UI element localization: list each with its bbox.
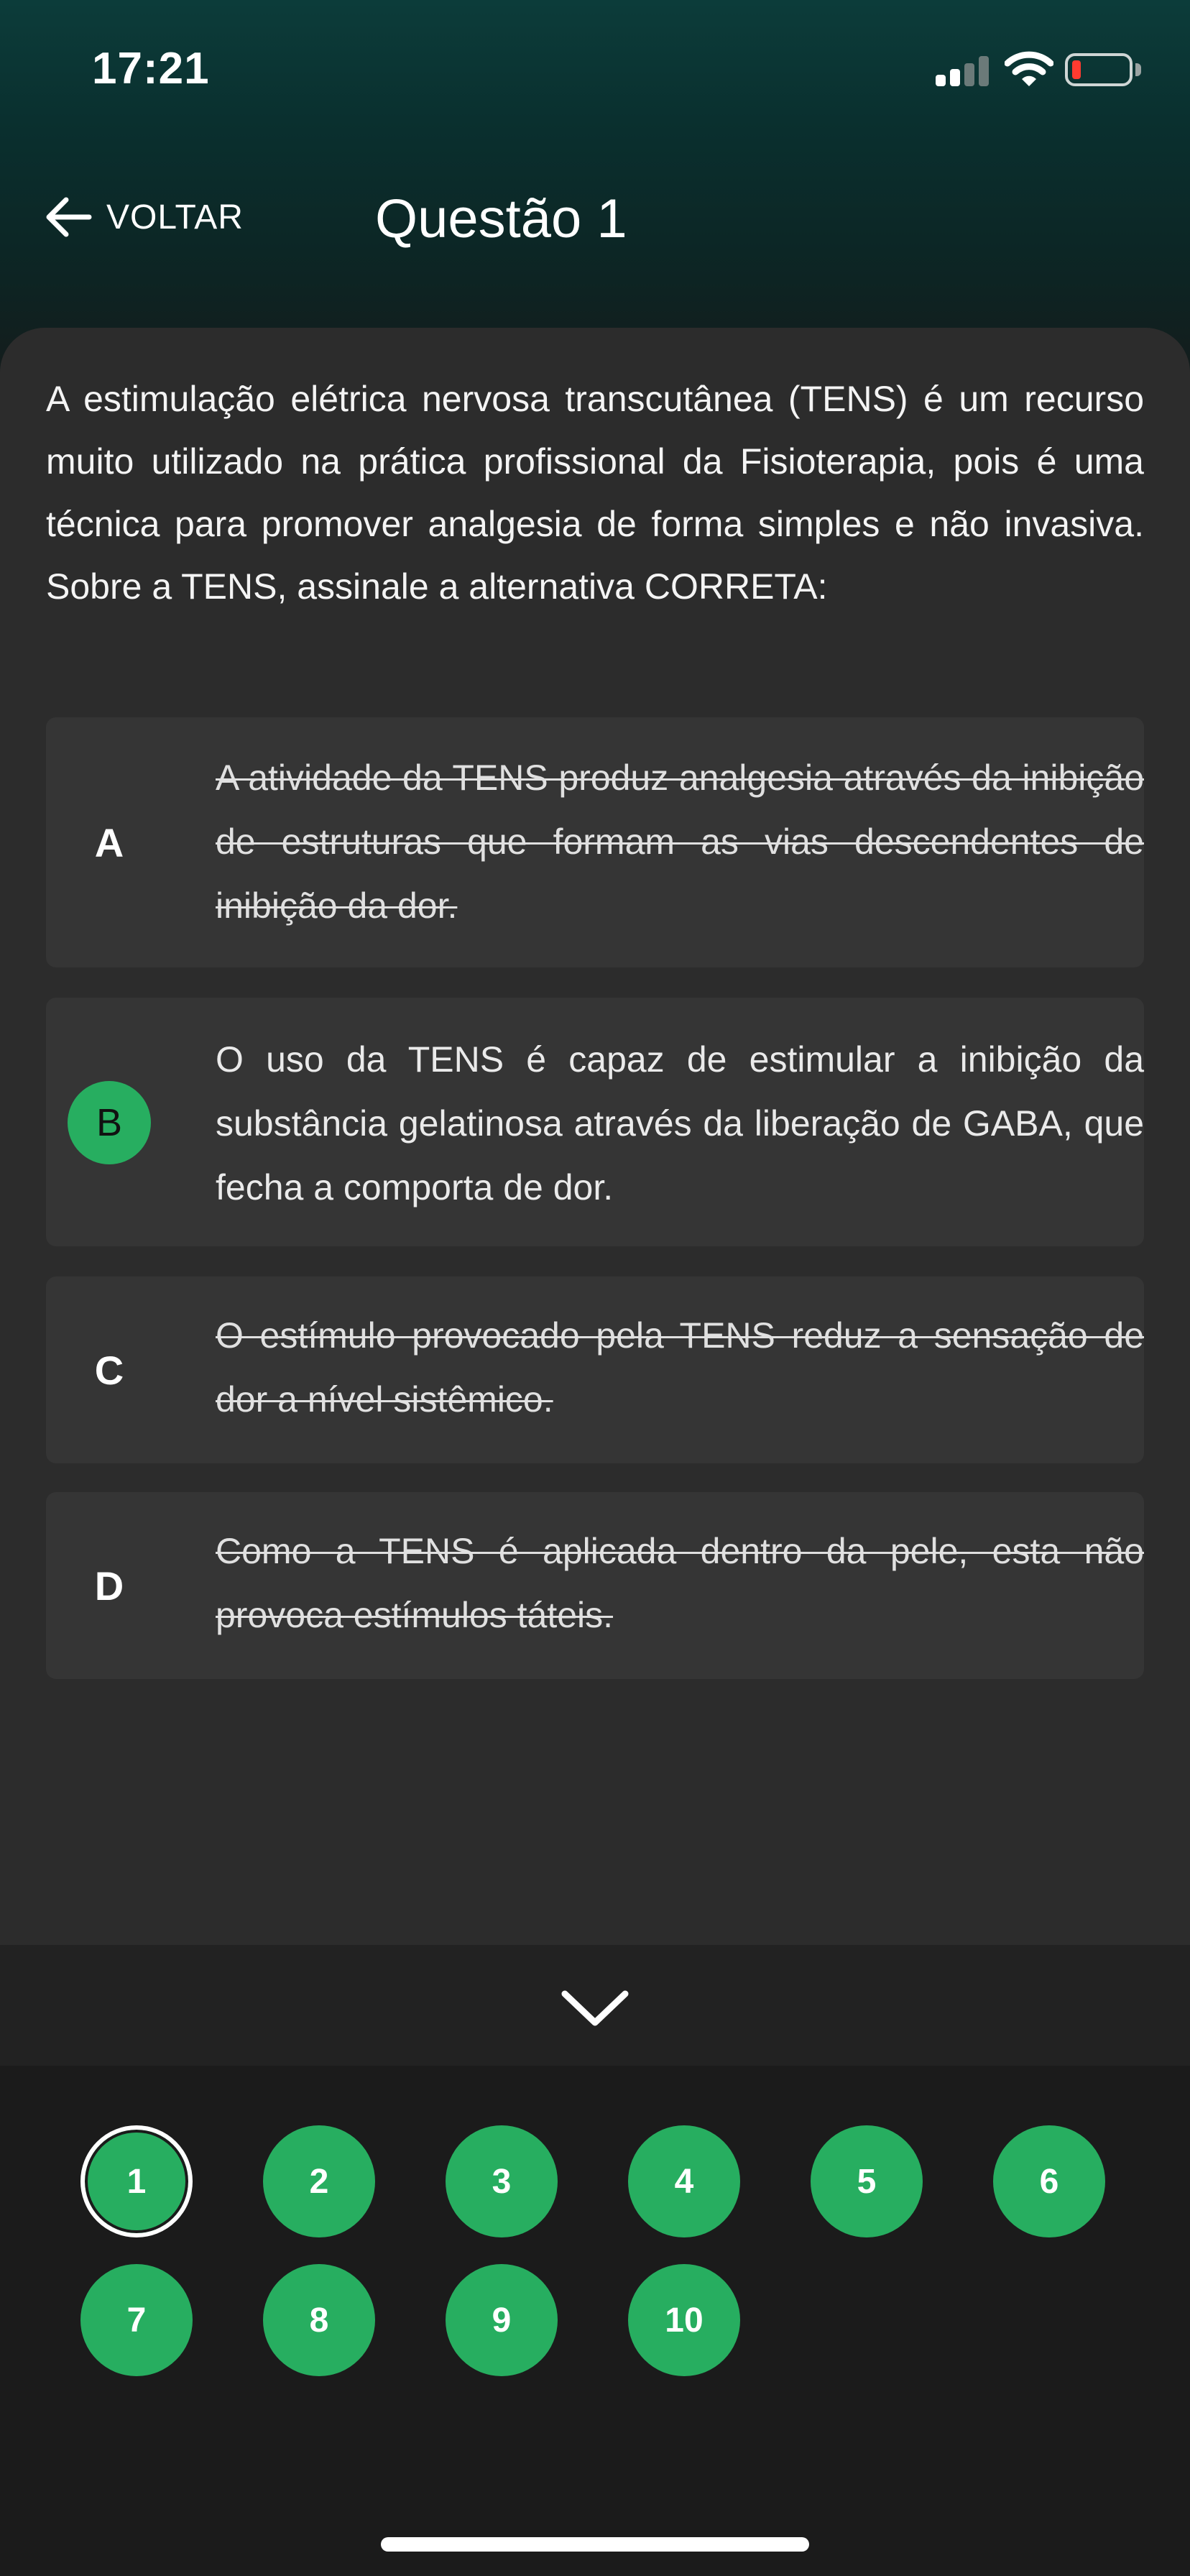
option-a[interactable] — [46, 717, 1144, 967]
option-d[interactable] — [46, 1492, 1144, 1679]
battery-cap — [1135, 63, 1141, 76]
question-number-10[interactable]: 10 — [628, 2264, 740, 2376]
option-text: O uso da TENS é capaz de estimular a inibição da substância gelatinosa através da liberação de GABA, que fecha a comporta de dor. — [216, 1039, 1144, 1208]
question-number-1[interactable]: 1 — [80, 2125, 193, 2237]
cellular-signal-icon — [936, 56, 992, 86]
option-letter: A — [94, 819, 124, 865]
question-number-4[interactable]: 4 — [628, 2125, 740, 2237]
question-number-2[interactable]: 2 — [263, 2125, 375, 2237]
question-text: A estimulação elétrica nervosa transcutânea (TENS) é um recurso muito utilizado na prática profissional da Fisioterapia, pois é uma técnica para promover analgesia de forma simples e não invasiva. Sobre a TENS, assinale a alternativa CORRETA: — [46, 379, 1144, 607]
question-number-9[interactable]: 9 — [446, 2264, 558, 2376]
wifi-icon — [1005, 50, 1053, 88]
back-label: VOLTAR — [106, 198, 244, 236]
page-title: Questão 1 — [375, 188, 627, 249]
back-button[interactable] — [42, 188, 244, 246]
question-number-7[interactable]: 7 — [80, 2264, 193, 2376]
question-number-5[interactable]: 5 — [811, 2125, 923, 2237]
status-bar — [0, 0, 1190, 144]
arrow-left-icon — [42, 196, 96, 239]
option-text: O estímulo provocado pela TENS reduz a sensação de dor a nível sistêmico. — [216, 1315, 1144, 1420]
navigator-header — [0, 1945, 1190, 2066]
home-indicator[interactable] — [381, 2537, 809, 2552]
status-time: 17:21 — [92, 44, 210, 93]
option-c[interactable] — [46, 1276, 1144, 1463]
chevron-down-icon[interactable] — [553, 1984, 637, 2034]
option-text: Como a TENS é aplicada dentro da pele, esta não provoca estímulos táteis. — [216, 1531, 1144, 1635]
option-letter: C — [94, 1347, 124, 1393]
option-letter: D — [94, 1563, 124, 1609]
option-b[interactable] — [46, 998, 1144, 1246]
option-letter-selected: B — [68, 1081, 151, 1164]
question-number-8[interactable]: 8 — [263, 2264, 375, 2376]
battery-low-icon — [1065, 53, 1133, 86]
question-number-3[interactable]: 3 — [446, 2125, 558, 2237]
question-number-6[interactable]: 6 — [993, 2125, 1105, 2237]
question-navigator — [0, 1945, 1190, 2576]
option-text: A atividade da TENS produz analgesia através da inibição de estruturas que formam as vias descendentes de inibição da dor. — [216, 758, 1144, 926]
